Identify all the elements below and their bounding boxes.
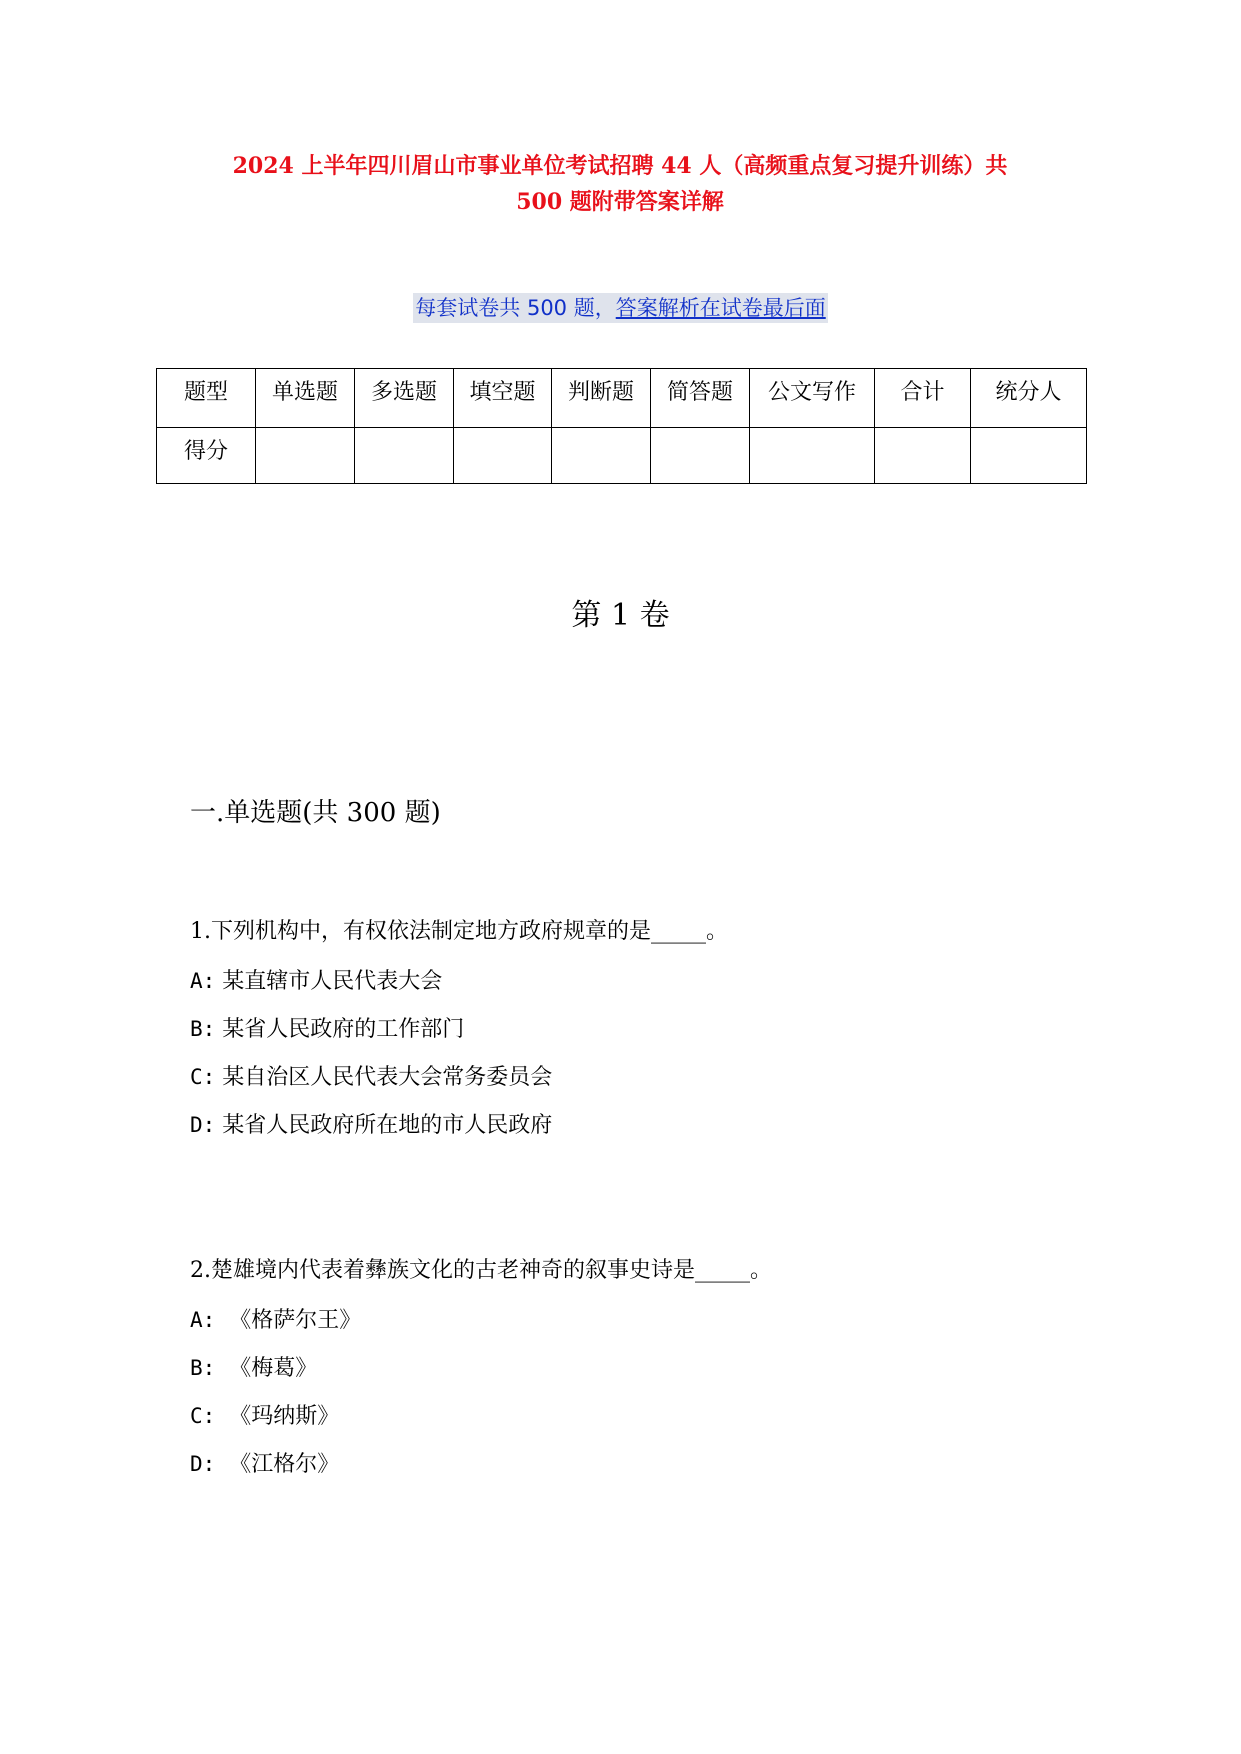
option-text: 《格萨尔王》 (215, 1308, 362, 1333)
option-letter: B: (190, 1356, 216, 1380)
question-2-option-d[interactable] (190, 1449, 339, 1480)
score-cell[interactable] (651, 428, 750, 484)
option-text: 《江格尔》 (215, 1452, 340, 1477)
option-text: 某自治区人民代表大会常务委员会 (215, 1065, 553, 1090)
option-letter: D: (190, 1113, 216, 1137)
option-text: 《玛纳斯》 (215, 1404, 340, 1429)
table-header-cell: 题型 (157, 369, 256, 428)
score-table (156, 368, 1087, 484)
score-cell[interactable] (552, 428, 651, 484)
document-title-line-1: 2024 上半年四川眉山市事业单位考试招聘 44 人（高频重点复习提升训练）共 (232, 153, 1008, 179)
table-header-cell: 单选题 (256, 369, 355, 428)
score-cell[interactable] (971, 428, 1087, 484)
score-cell[interactable] (875, 428, 971, 484)
score-table-header-row (157, 369, 1087, 428)
option-letter: C: (190, 1404, 216, 1428)
table-header-cell: 简答题 (651, 369, 750, 428)
subtitle-container (0, 293, 1241, 323)
subtitle (413, 293, 827, 323)
question-1-option-b[interactable] (190, 1014, 464, 1045)
section-title: 一.单选题(共 300 题) (190, 798, 441, 828)
option-text: 某省人民政府的工作部门 (215, 1017, 465, 1042)
subtitle-underlined-text: 答案解析在试卷最后面 (615, 296, 826, 320)
volume-title: 第 1 卷 (571, 598, 670, 633)
question-1-option-d[interactable] (190, 1110, 552, 1141)
table-row-label: 得分 (157, 428, 256, 484)
question-stem-2: 2.楚雄境内代表着彝族文化的古老神奇的叙事史诗是_____。 (190, 1258, 772, 1283)
option-text: 《梅葛》 (215, 1356, 318, 1381)
option-text: 某省人民政府所在地的市人民政府 (215, 1113, 553, 1138)
option-letter: B: (190, 1017, 216, 1041)
table-header-cell: 统分人 (971, 369, 1087, 428)
score-table-score-row (157, 428, 1087, 484)
option-text: 某直辖市人民代表大会 (215, 969, 443, 994)
option-letter: D: (190, 1452, 216, 1476)
question-1-option-a[interactable] (190, 966, 442, 997)
option-letter: A: (190, 1308, 216, 1332)
question-stem-1: 1.下列机构中，有权依法制定地方政府规章的是_____。 (190, 919, 728, 944)
document-title-line-2: 500 题附带答案详解 (516, 189, 724, 215)
document-title (170, 148, 1070, 220)
score-cell[interactable] (750, 428, 875, 484)
score-cell[interactable] (454, 428, 552, 484)
score-cell[interactable] (355, 428, 454, 484)
option-letter: C: (190, 1065, 216, 1089)
table-header-cell: 公文写作 (750, 369, 875, 428)
table-header-cell: 多选题 (355, 369, 454, 428)
table-header-cell: 判断题 (552, 369, 651, 428)
score-cell[interactable] (256, 428, 355, 484)
subtitle-text: 每套试卷共 500 题， (415, 296, 616, 320)
question-2-option-b[interactable] (190, 1353, 317, 1384)
option-letter: A: (190, 969, 216, 993)
question-1-option-c[interactable] (190, 1062, 552, 1093)
question-2-option-a[interactable] (190, 1305, 361, 1336)
table-header-cell: 填空题 (454, 369, 552, 428)
question-2-option-c[interactable] (190, 1401, 339, 1432)
table-header-cell: 合计 (875, 369, 971, 428)
